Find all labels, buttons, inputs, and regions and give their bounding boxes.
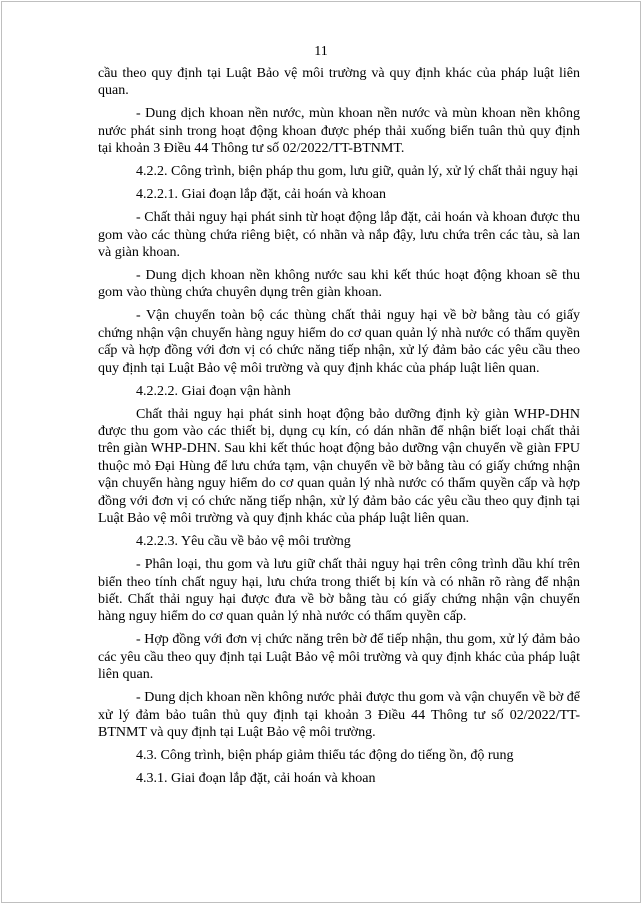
paragraph-non-aqueous-fluid: - Dung dịch khoan nền không nước sau khi kết thúc hoạt động khoan sẽ thu gom vào thùng chứa chuyên dụng trên giàn khoan. bbox=[98, 268, 580, 301]
heading-4-2-2-1: 4.2.2.1. Giai đoạn lắp đặt, cải hoán và khoan bbox=[136, 187, 386, 203]
heading-4-3: 4.3. Công trình, biện pháp giảm thiểu tác động do tiếng ồn, độ rung bbox=[136, 747, 514, 763]
heading-4-2-2: 4.2.2. Công trình, biện pháp thu gom, lưu giữ, quản lý, xử lý chất thải nguy hại bbox=[136, 164, 579, 180]
paragraph-contract: - Hợp đồng với đơn vị chức năng trên bờ để tiếp nhận, thu gom, xử lý đảm bảo các yêu cầu theo quy định tại Luật Bảo vệ môi trường và quy định khác của pháp luật liên quan. bbox=[98, 632, 580, 683]
paragraph-classification: - Phân loại, thu gom và lưu giữ chất thải nguy hại trên công trình dầu khí trên biển theo tính chất nguy hại, lưu chứa trong thiết bị kín và có nhãn rõ ràng để nhận biết. Chất thải nguy hại được đưa về bờ bằng tàu có giấy chứng nhận vận chuyển hàng nguy hiểm do cơ quan quản lý nhà nước có thẩm quyền cấp. bbox=[98, 557, 580, 625]
heading-4-3-1: 4.3.1. Giai đoạn lắp đặt, cải hoán và khoan bbox=[136, 770, 376, 786]
paragraph-operation-phase: Chất thải nguy hại phát sinh hoạt động bảo dưỡng định kỳ giàn WHP-DHN được thu gom vào các thiết bị, dụng cụ kín, có dán nhãn để nhận biết loại chất thải trên giàn WHP-DHN. Sau khi kết thúc hoạt động bảo dưỡng vận chuyển về giàn FPU thuộc mỏ Đại Hùng để lưu chứa tạm, vận chuyển về bờ bằng tàu có giấy chứng nhận vận chuyển hàng nguy hiểm do cơ quan quản lý nhà nước có thẩm quyền cấp và hợp đồng với đơn vị có chức năng tiếp nhận, xử lý đảm bảo các yêu cầu theo quy định tại Luật Bảo vệ môi trường và quy định khác của pháp luật liên quan. bbox=[98, 406, 580, 527]
paragraph-drilling-fluid-discharge: - Dung dịch khoan nền nước, mùn khoan nền nước và mùn khoan nền không nước phát sinh trong hoạt động khoan được phép thải xuống biển tuân thủ quy định tại khoản 3 Điều 44 Thông tư số 02/2022/TT-BTNMT. bbox=[98, 106, 580, 157]
paragraph-fluid-ashore: - Dung dịch khoan nền không nước phải được thu gom và vận chuyển về bờ để xử lý đảm bảo tuân thủ quy định tại khoản 3 Điều 44 Thông tư số 02/2022/TT-BTNMT và quy định tại Luật Bảo vệ môi trường. bbox=[98, 690, 580, 740]
document-page bbox=[1, 1, 641, 903]
heading-4-2-2-3: 4.2.2.3. Yêu cầu về bảo vệ môi trường bbox=[136, 534, 351, 550]
paragraph-hazardous-collection: - Chất thải nguy hại phát sinh từ hoạt động lắp đặt, cải hoán và khoan được thu gom vào các thùng chứa riêng biệt, có nhãn và nắp đậy, lưu chứa trên các tàu, sà lan và giàn khoan. bbox=[98, 210, 580, 261]
paragraph-continuation: cầu theo quy định tại Luật Bảo vệ môi trường và quy định khác của pháp luật liên quan. bbox=[98, 66, 580, 99]
page-body bbox=[98, 65, 580, 793]
paragraph-transport-ashore: - Vận chuyển toàn bộ các thùng chất thải nguy hại về bờ bằng tàu có giấy chứng nhận vận chuyển hàng nguy hiểm do cơ quan quản lý nhà nước có thẩm quyền cấp và hợp đồng với đơn vị có chức năng tiếp nhận, xử lý đảm bảo các yêu cầu theo quy định tại Luật Bảo vệ môi trường và quy định khác của pháp luật liên quan. bbox=[98, 308, 580, 376]
page-number: 11 bbox=[314, 44, 328, 59]
heading-4-2-2-2: 4.2.2.2. Giai đoạn vận hành bbox=[136, 383, 291, 399]
